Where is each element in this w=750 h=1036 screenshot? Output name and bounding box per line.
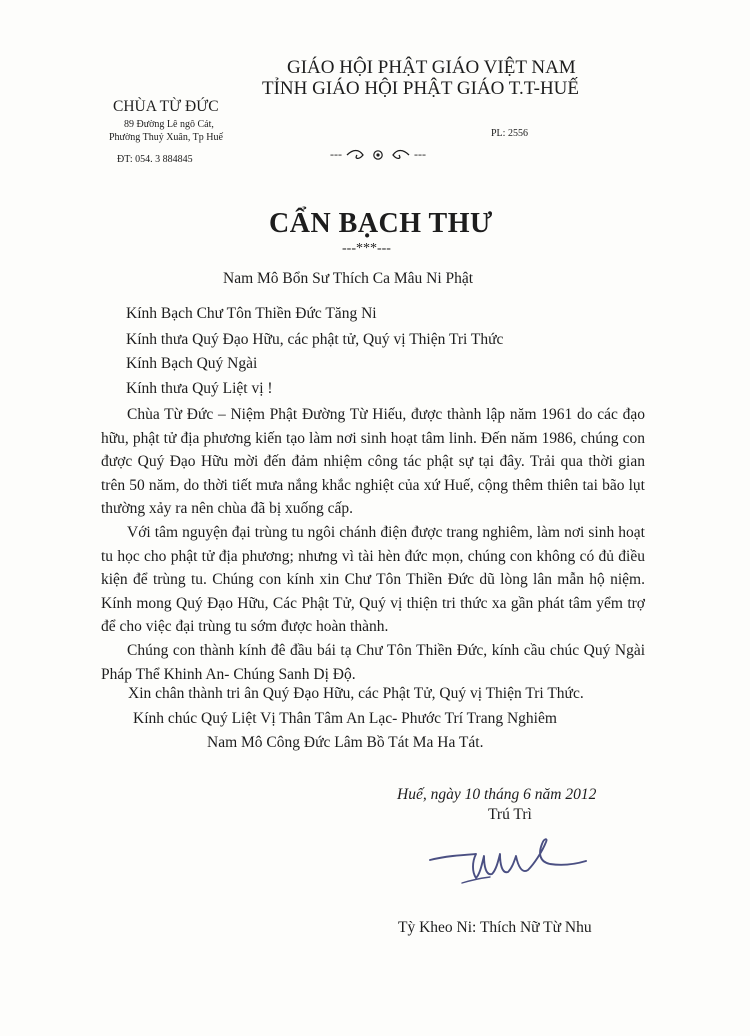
gratitude-line: Xin chân thành tri ân Quý Đạo Hữu, các Phật Tử, Quý vị Thiện Tri Thức. xyxy=(128,685,584,702)
salutation-line: Kính Bạch Quý Ngài xyxy=(126,355,258,372)
body-paragraph: Với tâm nguyện đại trùng tu ngôi chánh điện được trang nghiêm, làm nơi sinh hoạt tu học cho phật tử địa phương; nhưng vì tài hèn đức mọn, chúng con không có đủ điều kiện để trùng tu. Chúng con kính xin Chư Tôn Thiền Đức dũ lòng lân mẫn hộ niệm. Kính mong Quý Đạo Hữu, Các Phật Tử, Quý vị thiện tri thức xa gần phát tâm yểm trợ để cho việc đại trùng tu sớm được hoàn thành. xyxy=(101,524,645,635)
ornament-dash-right: --- xyxy=(414,147,426,161)
ornament-dash-left: --- xyxy=(330,147,342,161)
signer-role: Trú Trì xyxy=(488,806,532,823)
flower-ornament-icon xyxy=(345,149,411,161)
title-ornament: ---***--- xyxy=(342,241,391,256)
pagoda-address-line-1: 89 Đường Lê ngô Cát, xyxy=(124,119,214,130)
wish-line: Kính chúc Quý Liệt Vị Thân Tâm An Lạc- Phước Trí Trang Nghiêm xyxy=(133,710,557,727)
pagoda-name: CHÙA TỪ ĐỨC xyxy=(113,98,219,115)
invocation: Nam Mô Bổn Sư Thích Ca Mâu Ni Phật xyxy=(223,270,474,287)
closing-line: Nam Mô Công Đức Lâm Bồ Tát Ma Ha Tát. xyxy=(207,734,484,751)
organization-line-1: GIÁO HỘI PHẬT GIÁO VIỆT NAM xyxy=(287,57,576,78)
buddhist-year: PL: 2556 xyxy=(491,128,528,139)
letter-date: Huế, ngày 10 tháng 6 năm 2012 xyxy=(397,786,597,803)
salutation-line: Kính Bạch Chư Tôn Thiền Đức Tăng Ni xyxy=(126,305,377,322)
letter-title: CẨN BẠCH THƯ xyxy=(269,208,493,239)
signer-name: Tỳ Kheo Ni: Thích Nữ Từ Nhu xyxy=(398,919,592,936)
body-paragraph: Chùa Từ Đức – Niệm Phật Đường Từ Hiếu, được thành lập năm 1961 do các đạo hữu, phật tử địa phương kiến tạo làm nơi sinh hoạt tâm linh. Đến năm 1986, chúng con được Quý Đạo Hữu mời đến đảm nhiệm công tác phật sự tại đây. Trải qua thời gian trên 50 năm, do thời tiết mưa nắng khắc nghiệt của xứ Huế, cộng thêm thiên tai bão lụt thường xảy ra nên chùa đã bị xuống cấp. xyxy=(101,406,645,517)
pagoda-phone: ĐT: 054. 3 884845 xyxy=(117,154,193,165)
organization-line-2: TỈNH GIÁO HỘI PHẬT GIÁO T.T-HUẾ xyxy=(262,78,579,99)
pagoda-address-line-2: Phường Thuỷ Xuân, Tp Huế xyxy=(109,132,223,143)
handwritten-signature xyxy=(418,828,588,898)
salutation-line: Kính thưa Quý Đạo Hữu, các phật tử, Quý vị Thiện Tri Thức xyxy=(126,331,504,348)
body-paragraph: Chúng con thành kính đê đầu bái tạ Chư Tôn Thiền Đức, kính cầu chúc Quý Ngài Pháp Thể Khinh An- Chúng Sanh Dị Độ. xyxy=(101,642,645,683)
salutation-line: Kính thưa Quý Liệt vị ! xyxy=(126,380,273,397)
header-ornament xyxy=(330,147,426,162)
